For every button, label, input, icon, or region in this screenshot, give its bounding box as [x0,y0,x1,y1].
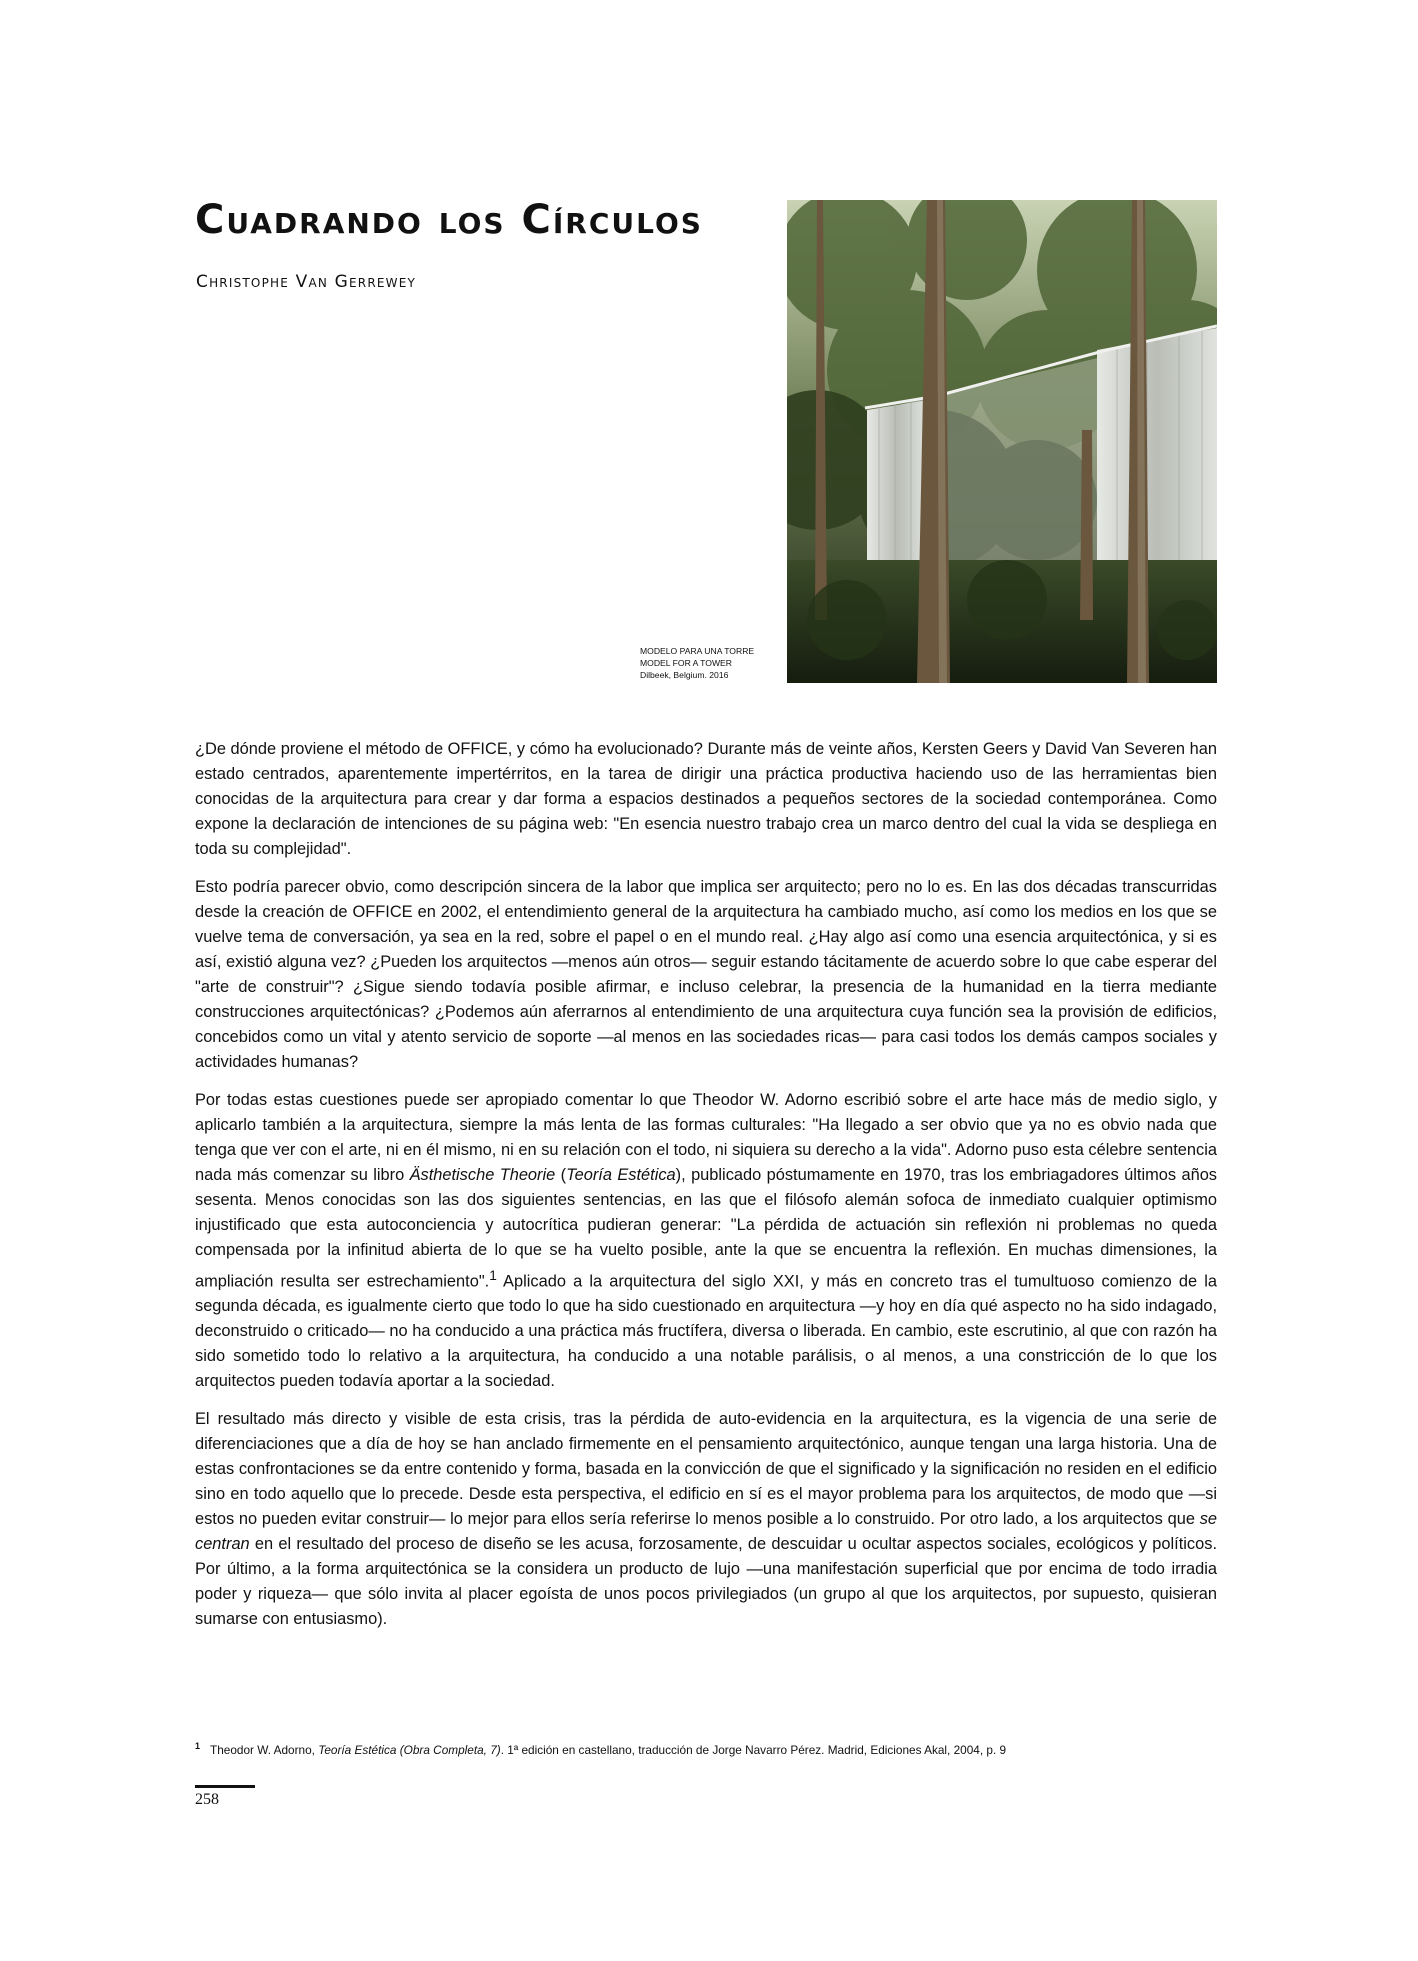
footnote-work: Teoría Estética (Obra Completa, 7) [318,1742,501,1757]
book-title-es: Teoría Estética [566,1166,676,1184]
book-title-de: Ästhetische Theorie [409,1166,556,1184]
footnote-ref[interactable]: 1 [489,1268,497,1283]
body-paragraph [195,1407,1217,1632]
emphasis: se centran [195,1510,1217,1554]
text-run: ( [555,1166,567,1184]
footnote-author: Theodor W. Adorno, [210,1742,319,1757]
text-run: Aplicado a la arquitectura del siglo XXI, y más en concreto tras el tumultuoso comienzo de la segunda década, es igualmente cierto que todo lo que ha sido cuestionado en arquitectura —y hoy en día qué aspecto no ha sido indagado, deconstruido o criticado— no ha conducido a una práctica más fructífera, diversa o liberada. En cambio, este escrutinio, al que con razón ha sido sometido todo lo relativo a la arquitectura, ha conducido a una notable parálisis, o al menos, a una constricción de lo que los arquitectos pueden todavía aportar a la sociedad. [195,1272,1217,1391]
article-title: Cuadrando los Círculos [195,197,703,243]
footnote [195,1741,1217,1757]
text-run: El resultado más directo y visible de esta crisis, tras la pérdida de auto-evidencia en la arquitectura, es la vigencia de una serie de diferenciaciones que a día de hoy se han anclado firmemente en el pensamiento arquitectónico, aunque tengan una larga historia. Una de estas confrontaciones se da entre contenido y forma, basada en la convicción de que el significado y la significación no residen en el edificio sino en todo aquello que lo precede. Desde esta perspectiva, el edificio en sí es el mayor problema para los arquitectos, de modo que —si estos no pueden evitar construir— lo mejor para ellos sería referirse lo menos posible a lo construido. Por otro lado, a los arquitectos que [195,1410,1217,1529]
article-author: Christophe Van Gerrewey [196,272,417,292]
body-paragraph [195,1088,1217,1394]
footnote-rest: . 1ª edición en castellano, traducción de Jorge Navarro Pérez. Madrid, Ediciones Akal, 2004, p. 9 [500,1742,1007,1757]
caption-line: MODELO PARA UNA TORRE [640,646,755,656]
text-run: ), publicado póstumamente en 1970, tras los embriagadores últimos años sesenta. Menos conocidas son las dos siguientes sentencias, en las que el filósofo alemán sofoca de inmediato cualquier optimismo injustificado que esta autoconciencia y autocrítica pudieran generar: "La pérdida de actuación sin reflexión ni problemas no queda compensada por la infinitud abierta de lo que se ha vuelto posible, ante la que se encuentra la reflexión. En muchas dimensiones, la ampliación resulta ser estrechamiento". [195,1166,1218,1291]
body-paragraph: ¿De dónde proviene el método de OFFICE, y cómo ha evolucionado? Durante más de veinte años, Kersten Geers y David Van Severen han estado centrados, aparentemente impertérritos, en la tarea de dirigir una práctica productiva haciendo uso de las herramientas bien conocidas de la arquitectura para crear y dar forma a espacios destinados a pequeños sectores de la sociedad contemporánea. Como expone la declaración de intenciones de su página web: "En esencia nuestro trabajo crea un marco dentro del cual la vida se despliega en toda su complejidad". [195,740,1217,858]
caption-line: MODEL FOR A TOWER [640,658,732,668]
text-run: en el resultado del proceso de diseño se les acusa, forzosamente, de descuidar u ocultar aspectos sociales, ecológicos y políticos. Por último, a la forma arquitectónica se la considera un producto de lujo —una manifestación superficial que por encima de todo irradia poder y riqueza— que sólo invita al placer egoísta de unos pocos privilegiados (un grupo al que los arquitectos, por supuesto, quisieran sumarse con entusiasmo). [195,1535,1217,1629]
body-paragraph: Esto podría parecer obvio, como descripción sincera de la labor que implica ser arquitecto; pero no lo es. En las dos décadas transcurridas desde la creación de OFFICE en 2002, el entendimiento general de la arquitectura ha cambiado mucho, así como los medios en los que se vuelve tema de conversación, ya sea en la red, sobre el papel o en el mundo real. ¿Hay algo así como una esencia arquitectónica, y si es así, existió alguna vez? ¿Pueden los arquitectos —menos aún otros— seguir estando tácitamente de acuerdo sobre lo que cabe esperar del "arte de construir"? ¿Sigue siendo todavía posible afirmar, e incluso celebrar, la presencia de la humanidad en la tierra mediante construcciones arquitectónicas? ¿Podemos aún aferrarnos al entendimiento de una arquitectura cuya función sea la provisión de edificios, concebidos como un vital y atento servicio de soporte —al menos en las sociedades ricas— para casi todos los demás campos sociales y actividades humanas? [195,878,1217,1071]
forest-tent-photo [787,200,1217,683]
text-run: Por todas estas cuestiones puede ser apropiado comentar lo que Theodor W. Adorno escribió sobre el arte hace más de medio siglo, y aplicarlo también a la arquitectura, siempre la más lenta de las formas culturales: "Ha llegado a ser obvio que ya no es obvio nada que tenga que ver con el arte, ni en él mismo, ni en su relación con el todo, ni siquiera su derecho a la vida". Adorno puso esta célebre sentencia nada más comenzar su libro [195,1091,1217,1184]
article-body [195,737,1217,1645]
footnote-number: 1 [195,1741,201,1751]
page-number-rule [195,1785,255,1788]
forest-tent-photo-icon [787,200,1217,683]
photo-caption [640,645,780,681]
caption-line: Dilbeek, Belgium. 2016 [640,670,729,680]
page-number: 258 [195,1791,219,1808]
